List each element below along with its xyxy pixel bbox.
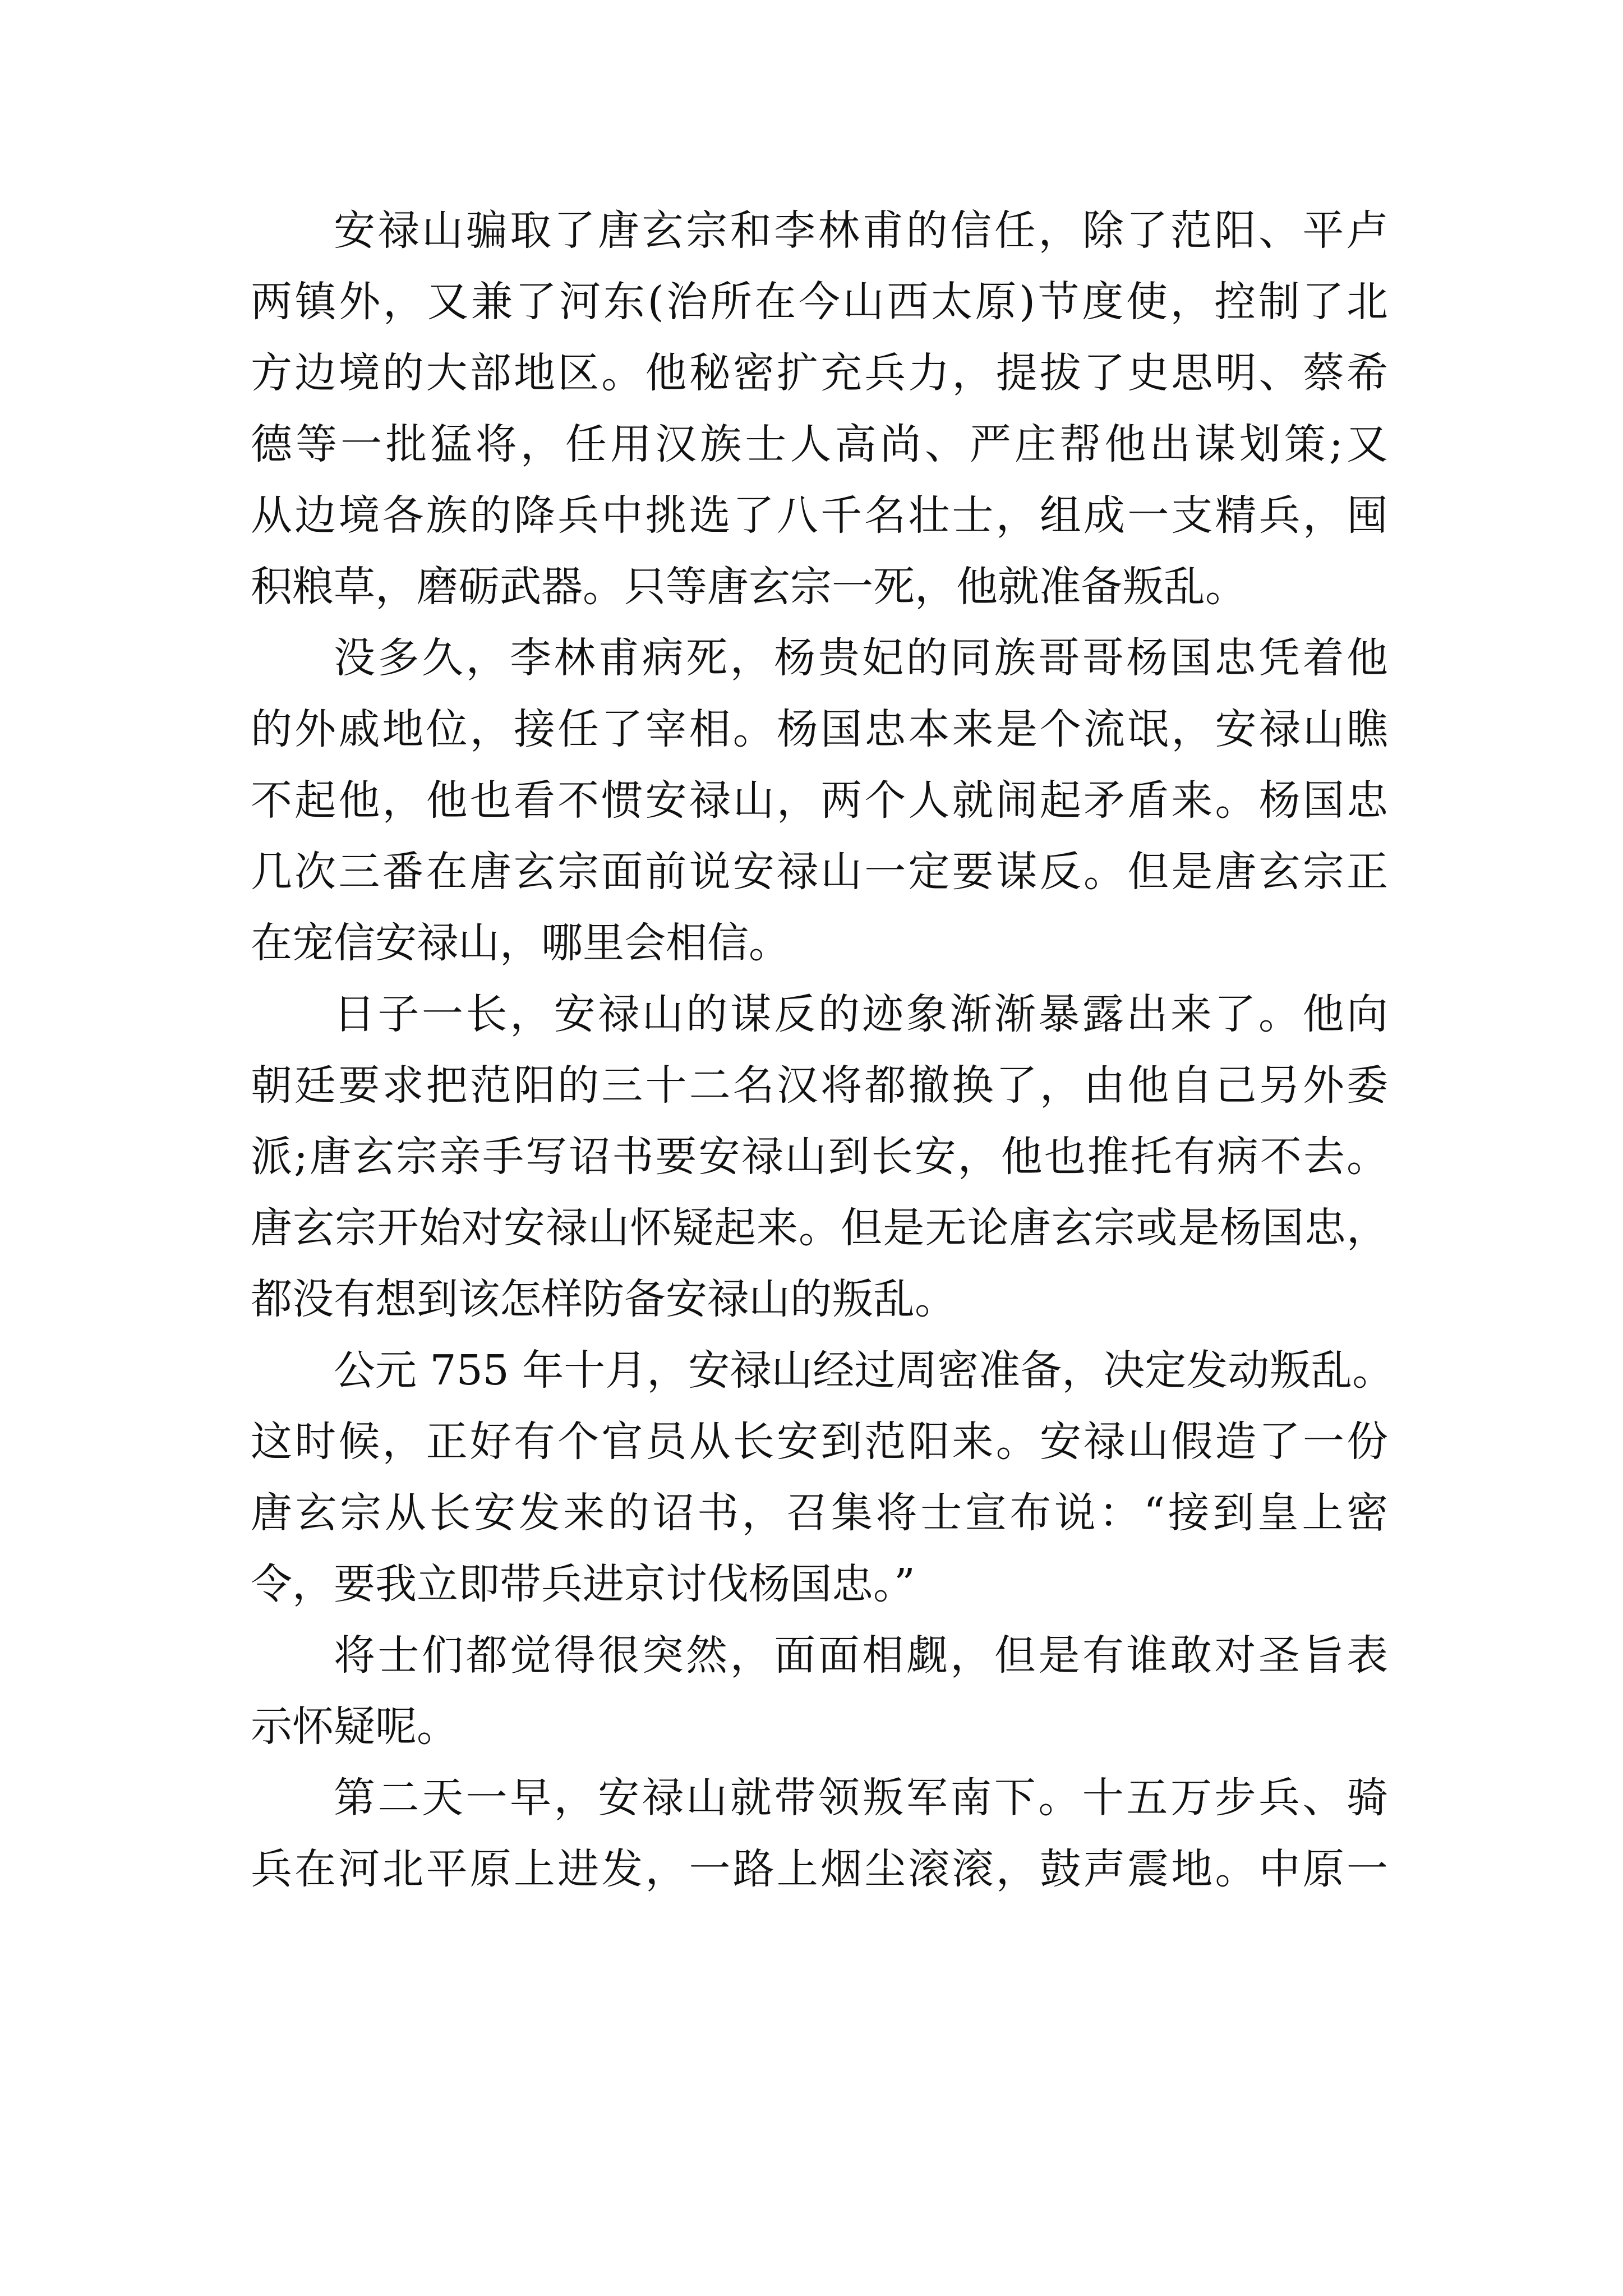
- text-line: 从边境各族的降兵中挑选了八千名壮士，组成一支精兵，囤: [251, 491, 1388, 540]
- text-line: 的外戚地位，接任了宰相。杨国忠本来是个流氓，安禄山瞧: [251, 705, 1388, 753]
- text-line: 兵在河北平原上进发，一路上烟尘滚滚，鼓声震地。中原一: [251, 1845, 1388, 1893]
- text-line: 方边境的大部地区。他秘密扩充兵力，提拔了史思明、蔡希: [251, 349, 1388, 397]
- text-line: 这时候，正好有个官员从长安到范阳来。安禄山假造了一份: [251, 1418, 1388, 1466]
- text-line: 两镇外，又兼了河东(治所在今山西太原)节度使，控制了北: [251, 278, 1388, 326]
- text-line: 示怀疑呢。: [251, 1703, 458, 1751]
- text-line: 积粮草，磨砺武器。只等唐玄宗一死，他就准备叛乱。: [251, 563, 1247, 611]
- text-line: 都没有想到该怎样防备安禄山的叛乱。: [251, 1275, 956, 1323]
- text-line: 几次三番在唐玄宗面前说安禄山一定要谋反。但是唐玄宗正: [251, 848, 1388, 896]
- text-line: 令，要我立即带兵进京讨伐杨国忠。”: [251, 1560, 915, 1608]
- text-line: 公元 755 年十月，安禄山经过周密准备，决定发动叛乱。: [334, 1346, 1394, 1395]
- text-line: 安禄山骗取了唐玄宗和李林甫的信任，除了范阳、平卢: [334, 206, 1388, 255]
- text-line: 唐玄宗开始对安禄山怀疑起来。但是无论唐玄宗或是杨国忠，: [251, 1204, 1388, 1252]
- text-line: 在宠信安禄山，哪里会相信。: [251, 919, 790, 967]
- body-text: [251, 195, 1394, 1905]
- text-line: 德等一批猛将，任用汉族士人高尚、严庄帮他出谋划策;又: [251, 420, 1388, 468]
- text-line: 派;唐玄宗亲手写诏书要安禄山到长安，他也推托有病不去。: [251, 1133, 1388, 1181]
- text-line: 第二天一早，安禄山就带领叛军南下。十五万步兵、骑: [334, 1774, 1388, 1822]
- text-line: 不起他，他也看不惯安禄山，两个人就闹起矛盾来。杨国忠: [251, 776, 1388, 825]
- text-line: 将士们都觉得很突然，面面相觑，但是有谁敢对圣旨表: [334, 1631, 1388, 1680]
- text-line: 朝廷要求把范阳的三十二名汉将都撤换了，由他自己另外委: [251, 1061, 1388, 1110]
- text-line: 日子一长，安禄山的谋反的迹象渐渐暴露出来了。他向: [334, 990, 1388, 1038]
- text-line: 没多久，李林甫病死，杨贵妃的同族哥哥杨国忠凭着他: [334, 634, 1388, 682]
- text-line: 唐玄宗从长安发来的诏书，召集将士宣布说：“接到皇上密: [251, 1489, 1388, 1537]
